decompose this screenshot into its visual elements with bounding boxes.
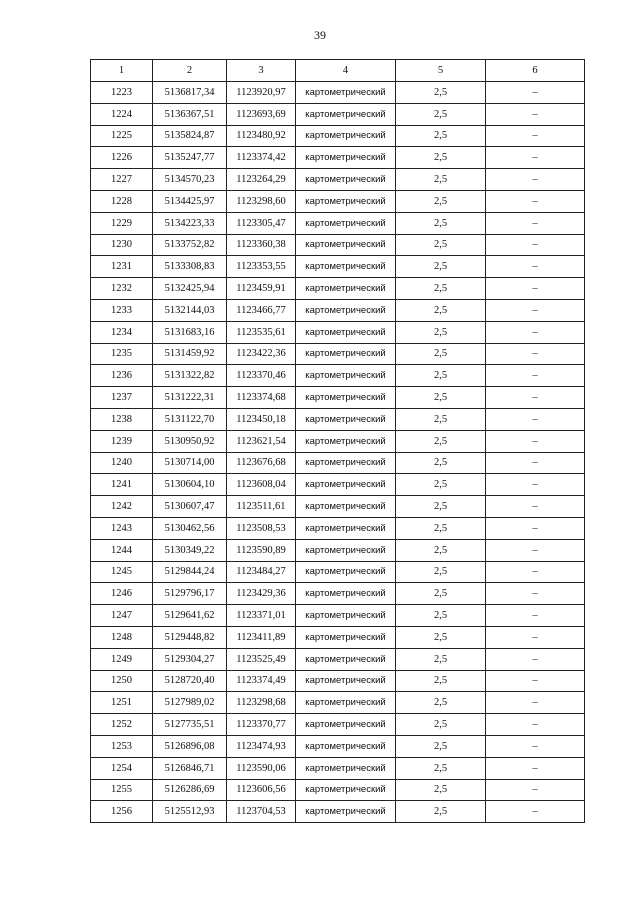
point-number-cell: 1242	[91, 496, 153, 518]
accuracy-cell: 2,5	[396, 714, 486, 736]
y-coordinate-cell: 1123298,68	[227, 692, 296, 714]
y-coordinate-cell: 1123370,46	[227, 365, 296, 387]
description-cell: –	[486, 299, 585, 321]
y-coordinate-cell: 1123590,06	[227, 757, 296, 779]
header-cell-accuracy: 5	[396, 60, 486, 82]
x-coordinate-cell: 5131322,82	[153, 365, 227, 387]
accuracy-cell: 2,5	[396, 82, 486, 104]
y-coordinate-cell: 1123371,01	[227, 605, 296, 627]
accuracy-cell: 2,5	[396, 408, 486, 430]
description-cell: –	[486, 212, 585, 234]
accuracy-cell: 2,5	[396, 387, 486, 409]
method-cell: картометрический	[296, 212, 396, 234]
x-coordinate-cell: 5132425,94	[153, 278, 227, 300]
table-row	[91, 147, 585, 169]
y-coordinate-cell: 1123474,93	[227, 735, 296, 757]
method-cell: картометрический	[296, 103, 396, 125]
point-number-cell: 1238	[91, 408, 153, 430]
accuracy-cell: 2,5	[396, 278, 486, 300]
table-row	[91, 801, 585, 823]
table-row	[91, 779, 585, 801]
table-row	[91, 496, 585, 518]
header-cell-y: 3	[227, 60, 296, 82]
x-coordinate-cell: 5131459,92	[153, 343, 227, 365]
x-coordinate-cell: 5127735,51	[153, 714, 227, 736]
accuracy-cell: 2,5	[396, 757, 486, 779]
x-coordinate-cell: 5130950,92	[153, 430, 227, 452]
x-coordinate-cell: 5136367,51	[153, 103, 227, 125]
description-cell: –	[486, 561, 585, 583]
method-cell: картометрический	[296, 256, 396, 278]
point-number-cell: 1231	[91, 256, 153, 278]
accuracy-cell: 2,5	[396, 670, 486, 692]
table-row	[91, 365, 585, 387]
page-number: 39	[314, 28, 326, 42]
description-cell: –	[486, 365, 585, 387]
point-number-cell: 1235	[91, 343, 153, 365]
description-cell: –	[486, 103, 585, 125]
table-row	[91, 321, 585, 343]
point-number-cell: 1243	[91, 517, 153, 539]
point-number-cell: 1241	[91, 474, 153, 496]
accuracy-cell: 2,5	[396, 212, 486, 234]
y-coordinate-cell: 1123704,53	[227, 801, 296, 823]
description-cell: –	[486, 321, 585, 343]
x-coordinate-cell: 5129796,17	[153, 583, 227, 605]
y-coordinate-cell: 1123608,04	[227, 474, 296, 496]
point-number-cell: 1236	[91, 365, 153, 387]
method-cell: картометрический	[296, 496, 396, 518]
x-coordinate-cell: 5132144,03	[153, 299, 227, 321]
point-number-cell: 1224	[91, 103, 153, 125]
point-number-cell: 1249	[91, 648, 153, 670]
table-row	[91, 539, 585, 561]
point-number-cell: 1237	[91, 387, 153, 409]
accuracy-cell: 2,5	[396, 496, 486, 518]
x-coordinate-cell: 5126286,69	[153, 779, 227, 801]
description-cell: –	[486, 779, 585, 801]
accuracy-cell: 2,5	[396, 735, 486, 757]
table-row	[91, 234, 585, 256]
point-number-cell: 1252	[91, 714, 153, 736]
method-cell: картометрический	[296, 583, 396, 605]
table-row	[91, 692, 585, 714]
x-coordinate-cell: 5129844,24	[153, 561, 227, 583]
method-cell: картометрический	[296, 430, 396, 452]
method-cell: картометрический	[296, 605, 396, 627]
point-number-cell: 1230	[91, 234, 153, 256]
table-row	[91, 387, 585, 409]
x-coordinate-cell: 5133752,82	[153, 234, 227, 256]
y-coordinate-cell: 1123374,42	[227, 147, 296, 169]
y-coordinate-cell: 1123508,53	[227, 517, 296, 539]
y-coordinate-cell: 1123429,36	[227, 583, 296, 605]
accuracy-cell: 2,5	[396, 103, 486, 125]
method-cell: картометрический	[296, 408, 396, 430]
description-cell: –	[486, 430, 585, 452]
header-cell-method: 4	[296, 60, 396, 82]
x-coordinate-cell: 5130349,22	[153, 539, 227, 561]
method-cell: картометрический	[296, 299, 396, 321]
table-row	[91, 190, 585, 212]
method-cell: картометрический	[296, 125, 396, 147]
x-coordinate-cell: 5130604,10	[153, 474, 227, 496]
table-row	[91, 735, 585, 757]
y-coordinate-cell: 1123353,55	[227, 256, 296, 278]
table-row	[91, 583, 585, 605]
x-coordinate-cell: 5131222,31	[153, 387, 227, 409]
table-row	[91, 299, 585, 321]
accuracy-cell: 2,5	[396, 801, 486, 823]
description-cell: –	[486, 714, 585, 736]
method-cell: картометрический	[296, 517, 396, 539]
description-cell: –	[486, 190, 585, 212]
x-coordinate-cell: 5133308,83	[153, 256, 227, 278]
y-coordinate-cell: 1123422,36	[227, 343, 296, 365]
method-cell: картометрический	[296, 321, 396, 343]
table-row	[91, 408, 585, 430]
y-coordinate-cell: 1123590,89	[227, 539, 296, 561]
y-coordinate-cell: 1123411,89	[227, 626, 296, 648]
method-cell: картометрический	[296, 561, 396, 583]
method-cell: картометрический	[296, 757, 396, 779]
x-coordinate-cell: 5129304,27	[153, 648, 227, 670]
description-cell: –	[486, 517, 585, 539]
accuracy-cell: 2,5	[396, 365, 486, 387]
x-coordinate-cell: 5126896,08	[153, 735, 227, 757]
method-cell: картометрический	[296, 452, 396, 474]
accuracy-cell: 2,5	[396, 343, 486, 365]
header-cell-point-number: 1	[91, 60, 153, 82]
coordinates-table	[90, 59, 585, 823]
y-coordinate-cell: 1123480,92	[227, 125, 296, 147]
y-coordinate-cell: 1123360,38	[227, 234, 296, 256]
description-cell: –	[486, 408, 585, 430]
accuracy-cell: 2,5	[396, 190, 486, 212]
point-number-cell: 1234	[91, 321, 153, 343]
description-cell: –	[486, 626, 585, 648]
description-cell: –	[486, 234, 585, 256]
point-number-cell: 1253	[91, 735, 153, 757]
table-row	[91, 278, 585, 300]
y-coordinate-cell: 1123606,56	[227, 779, 296, 801]
method-cell: картометрический	[296, 147, 396, 169]
point-number-cell: 1254	[91, 757, 153, 779]
x-coordinate-cell: 5127989,02	[153, 692, 227, 714]
accuracy-cell: 2,5	[396, 321, 486, 343]
description-cell: –	[486, 692, 585, 714]
point-number-cell: 1247	[91, 605, 153, 627]
table-row	[91, 626, 585, 648]
y-coordinate-cell: 1123370,77	[227, 714, 296, 736]
accuracy-cell: 2,5	[396, 583, 486, 605]
accuracy-cell: 2,5	[396, 474, 486, 496]
y-coordinate-cell: 1123676,68	[227, 452, 296, 474]
x-coordinate-cell: 5135824,87	[153, 125, 227, 147]
x-coordinate-cell: 5134570,23	[153, 169, 227, 191]
point-number-cell: 1256	[91, 801, 153, 823]
y-coordinate-cell: 1123298,60	[227, 190, 296, 212]
description-cell: –	[486, 169, 585, 191]
table-row	[91, 757, 585, 779]
method-cell: картометрический	[296, 714, 396, 736]
method-cell: картометрический	[296, 801, 396, 823]
x-coordinate-cell: 5128720,40	[153, 670, 227, 692]
point-number-cell: 1228	[91, 190, 153, 212]
point-number-cell: 1227	[91, 169, 153, 191]
description-cell: –	[486, 452, 585, 474]
point-number-cell: 1251	[91, 692, 153, 714]
y-coordinate-cell: 1123459,91	[227, 278, 296, 300]
header-cell-description: 6	[486, 60, 585, 82]
y-coordinate-cell: 1123466,77	[227, 299, 296, 321]
accuracy-cell: 2,5	[396, 517, 486, 539]
description-cell: –	[486, 648, 585, 670]
accuracy-cell: 2,5	[396, 256, 486, 278]
y-coordinate-cell: 1123525,49	[227, 648, 296, 670]
accuracy-cell: 2,5	[396, 430, 486, 452]
accuracy-cell: 2,5	[396, 626, 486, 648]
description-cell: –	[486, 496, 585, 518]
point-number-cell: 1223	[91, 82, 153, 104]
x-coordinate-cell: 5134425,97	[153, 190, 227, 212]
table-row	[91, 714, 585, 736]
description-cell: –	[486, 670, 585, 692]
point-number-cell: 1244	[91, 539, 153, 561]
method-cell: картометрический	[296, 626, 396, 648]
accuracy-cell: 2,5	[396, 169, 486, 191]
description-cell: –	[486, 605, 585, 627]
accuracy-cell: 2,5	[396, 779, 486, 801]
method-cell: картометрический	[296, 670, 396, 692]
point-number-cell: 1240	[91, 452, 153, 474]
description-cell: –	[486, 757, 585, 779]
y-coordinate-cell: 1123920,97	[227, 82, 296, 104]
method-cell: картометрический	[296, 234, 396, 256]
y-coordinate-cell: 1123374,68	[227, 387, 296, 409]
x-coordinate-cell: 5130462,56	[153, 517, 227, 539]
accuracy-cell: 2,5	[396, 605, 486, 627]
table-row	[91, 517, 585, 539]
table-row	[91, 169, 585, 191]
accuracy-cell: 2,5	[396, 561, 486, 583]
x-coordinate-cell: 5135247,77	[153, 147, 227, 169]
point-number-cell: 1246	[91, 583, 153, 605]
table-row	[91, 212, 585, 234]
method-cell: картометрический	[296, 474, 396, 496]
point-number-cell: 1232	[91, 278, 153, 300]
point-number-cell: 1233	[91, 299, 153, 321]
table-row	[91, 648, 585, 670]
method-cell: картометрический	[296, 365, 396, 387]
header-cell-x: 2	[153, 60, 227, 82]
point-number-cell: 1225	[91, 125, 153, 147]
method-cell: картометрический	[296, 779, 396, 801]
method-cell: картометрический	[296, 169, 396, 191]
accuracy-cell: 2,5	[396, 234, 486, 256]
x-coordinate-cell: 5134223,33	[153, 212, 227, 234]
point-number-cell: 1250	[91, 670, 153, 692]
description-cell: –	[486, 147, 585, 169]
method-cell: картометрический	[296, 190, 396, 212]
point-number-cell: 1226	[91, 147, 153, 169]
method-cell: картометрический	[296, 539, 396, 561]
accuracy-cell: 2,5	[396, 692, 486, 714]
table-body	[91, 82, 585, 823]
description-cell: –	[486, 278, 585, 300]
method-cell: картометрический	[296, 82, 396, 104]
description-cell: –	[486, 539, 585, 561]
description-cell: –	[486, 735, 585, 757]
accuracy-cell: 2,5	[396, 539, 486, 561]
point-number-cell: 1255	[91, 779, 153, 801]
method-cell: картометрический	[296, 648, 396, 670]
table-row	[91, 125, 585, 147]
x-coordinate-cell: 5129448,82	[153, 626, 227, 648]
description-cell: –	[486, 387, 585, 409]
x-coordinate-cell: 5125512,93	[153, 801, 227, 823]
accuracy-cell: 2,5	[396, 299, 486, 321]
method-cell: картометрический	[296, 387, 396, 409]
description-cell: –	[486, 343, 585, 365]
point-number-cell: 1229	[91, 212, 153, 234]
description-cell: –	[486, 125, 585, 147]
description-cell: –	[486, 82, 585, 104]
accuracy-cell: 2,5	[396, 147, 486, 169]
x-coordinate-cell: 5126846,71	[153, 757, 227, 779]
method-cell: картометрический	[296, 343, 396, 365]
table-row	[91, 452, 585, 474]
description-cell: –	[486, 801, 585, 823]
y-coordinate-cell: 1123621,54	[227, 430, 296, 452]
table-row	[91, 561, 585, 583]
x-coordinate-cell: 5131683,16	[153, 321, 227, 343]
table-row	[91, 343, 585, 365]
method-cell: картометрический	[296, 735, 396, 757]
table-row	[91, 430, 585, 452]
description-cell: –	[486, 256, 585, 278]
point-number-cell: 1248	[91, 626, 153, 648]
x-coordinate-cell: 5131122,70	[153, 408, 227, 430]
point-number-cell: 1239	[91, 430, 153, 452]
y-coordinate-cell: 1123374,49	[227, 670, 296, 692]
x-coordinate-cell: 5130714,00	[153, 452, 227, 474]
table-row	[91, 474, 585, 496]
method-cell: картометрический	[296, 278, 396, 300]
x-coordinate-cell: 5129641,62	[153, 605, 227, 627]
y-coordinate-cell: 1123305,47	[227, 212, 296, 234]
y-coordinate-cell: 1123484,27	[227, 561, 296, 583]
accuracy-cell: 2,5	[396, 648, 486, 670]
header-row	[91, 60, 585, 82]
y-coordinate-cell: 1123511,61	[227, 496, 296, 518]
table-row	[91, 605, 585, 627]
accuracy-cell: 2,5	[396, 452, 486, 474]
y-coordinate-cell: 1123264,29	[227, 169, 296, 191]
description-cell: –	[486, 583, 585, 605]
table-row	[91, 82, 585, 104]
point-number-cell: 1245	[91, 561, 153, 583]
x-coordinate-cell: 5130607,47	[153, 496, 227, 518]
accuracy-cell: 2,5	[396, 125, 486, 147]
description-cell: –	[486, 474, 585, 496]
table-row	[91, 670, 585, 692]
y-coordinate-cell: 1123450,18	[227, 408, 296, 430]
y-coordinate-cell: 1123693,69	[227, 103, 296, 125]
x-coordinate-cell: 5136817,34	[153, 82, 227, 104]
y-coordinate-cell: 1123535,61	[227, 321, 296, 343]
table-row	[91, 103, 585, 125]
table-row	[91, 256, 585, 278]
method-cell: картометрический	[296, 692, 396, 714]
